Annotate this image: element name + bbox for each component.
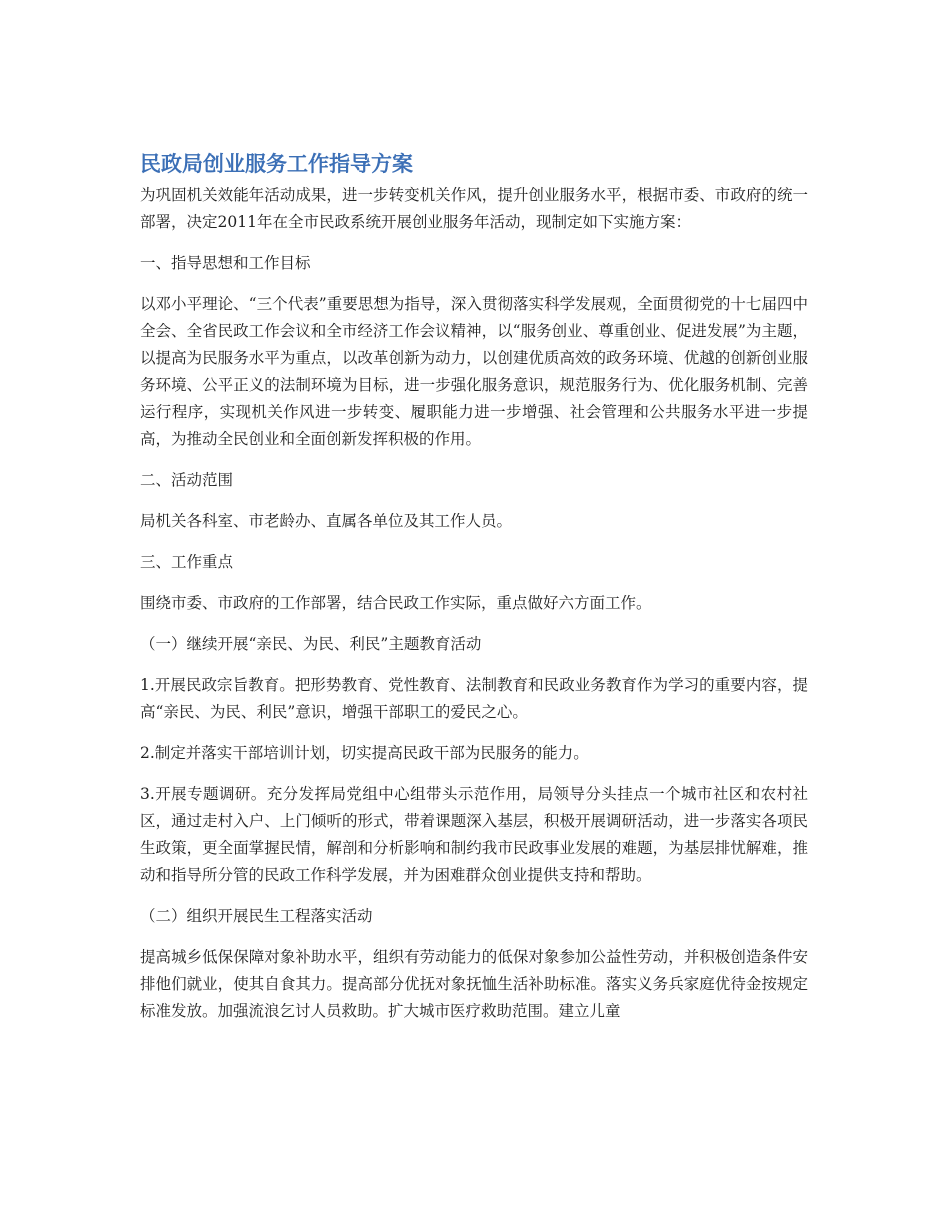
- subsection-heading-education: （一）继续开展“亲民、为民、利民”主题教育活动: [140, 635, 482, 653]
- livelihood-paragraph: 提高城乡低保保障对象补助水平，组织有劳动能力的低保对象参加公益性劳动，并积极创造条件安排他们就业，使其自食其力。提高部分优抚对象抚恤生活补助标准。落实义务兵家庭优待金按规定标准发放。加强流浪乞讨人员救助。扩大城市医疗救助范围。建立儿童: [140, 948, 808, 1020]
- item-3-paragraph: 3.开展专题调研。充分发挥局党组中心组带头示范作用，局领导分头挂点一个城市社区和农村社区，通过走村入户、上门倾听的形式，带着课题深入基层，积极开展调研活动，进一步落实各项民生政策，更全面掌握民情，解剖和分析影响和制约我市民政事业发展的难题，为基层排忧解难，推动和指导所分管的民政工作科学发展，并为困难群众创业提供支持和帮助。: [140, 785, 808, 884]
- section-heading-scope: 二、活动范围: [140, 471, 234, 489]
- section-heading-guiding-thought: 一、指导思想和工作目标: [140, 254, 311, 272]
- item-1-paragraph: 1.开展民政宗旨教育。把形势教育、党性教育、法制教育和民政业务教育作为学习的重要内容，提高“亲民、为民、利民”意识，增强干部职工的爱民之心。: [140, 676, 808, 721]
- key-work-paragraph: 围绕市委、市政府的工作部署，结合民政工作实际，重点做好六方面工作。: [140, 594, 652, 612]
- intro-paragraph: 为巩固机关效能年活动成果，进一步转变机关作风，提升创业服务水平，根据市委、市政府的统一部署，决定2011年在全市民政系统开展创业服务年活动，现制定如下实施方案：: [140, 186, 808, 231]
- document-page: [140, 150, 808, 1039]
- section-heading-key-work: 三、工作重点: [140, 553, 234, 571]
- document-title: 民政局创业服务工作指导方案: [140, 152, 413, 176]
- guiding-thought-paragraph: 以邓小平理论、“三个代表”重要思想为指导，深入贯彻落实科学发展观，全面贯彻党的十七届四中全会、全省民政工作会议和全市经济工作会议精神，以“服务创业、尊重创业、促进发展”为主题，以提高为民服务水平为重点，以改革创新为动力，以创建优质高效的政务环境、优越的创新创业服务环境、公平正义的法制环境为目标，进一步强化服务意识，规范服务行为、优化服务机制、完善运行程序，实现机关作风进一步转变、履职能力进一步增强、社会管理和公共服务水平进一步提高，为推动全民创业和全面创新发挥积极的作用。: [140, 295, 808, 448]
- scope-paragraph: 局机关各科室、市老龄办、直属各单位及其工作人员。: [140, 512, 513, 530]
- item-2-paragraph: 2.制定并落实干部培训计划，切实提高民政干部为民服务的能力。: [140, 744, 589, 762]
- subsection-heading-livelihood: （二）组织开展民生工程落实活动: [140, 907, 373, 925]
